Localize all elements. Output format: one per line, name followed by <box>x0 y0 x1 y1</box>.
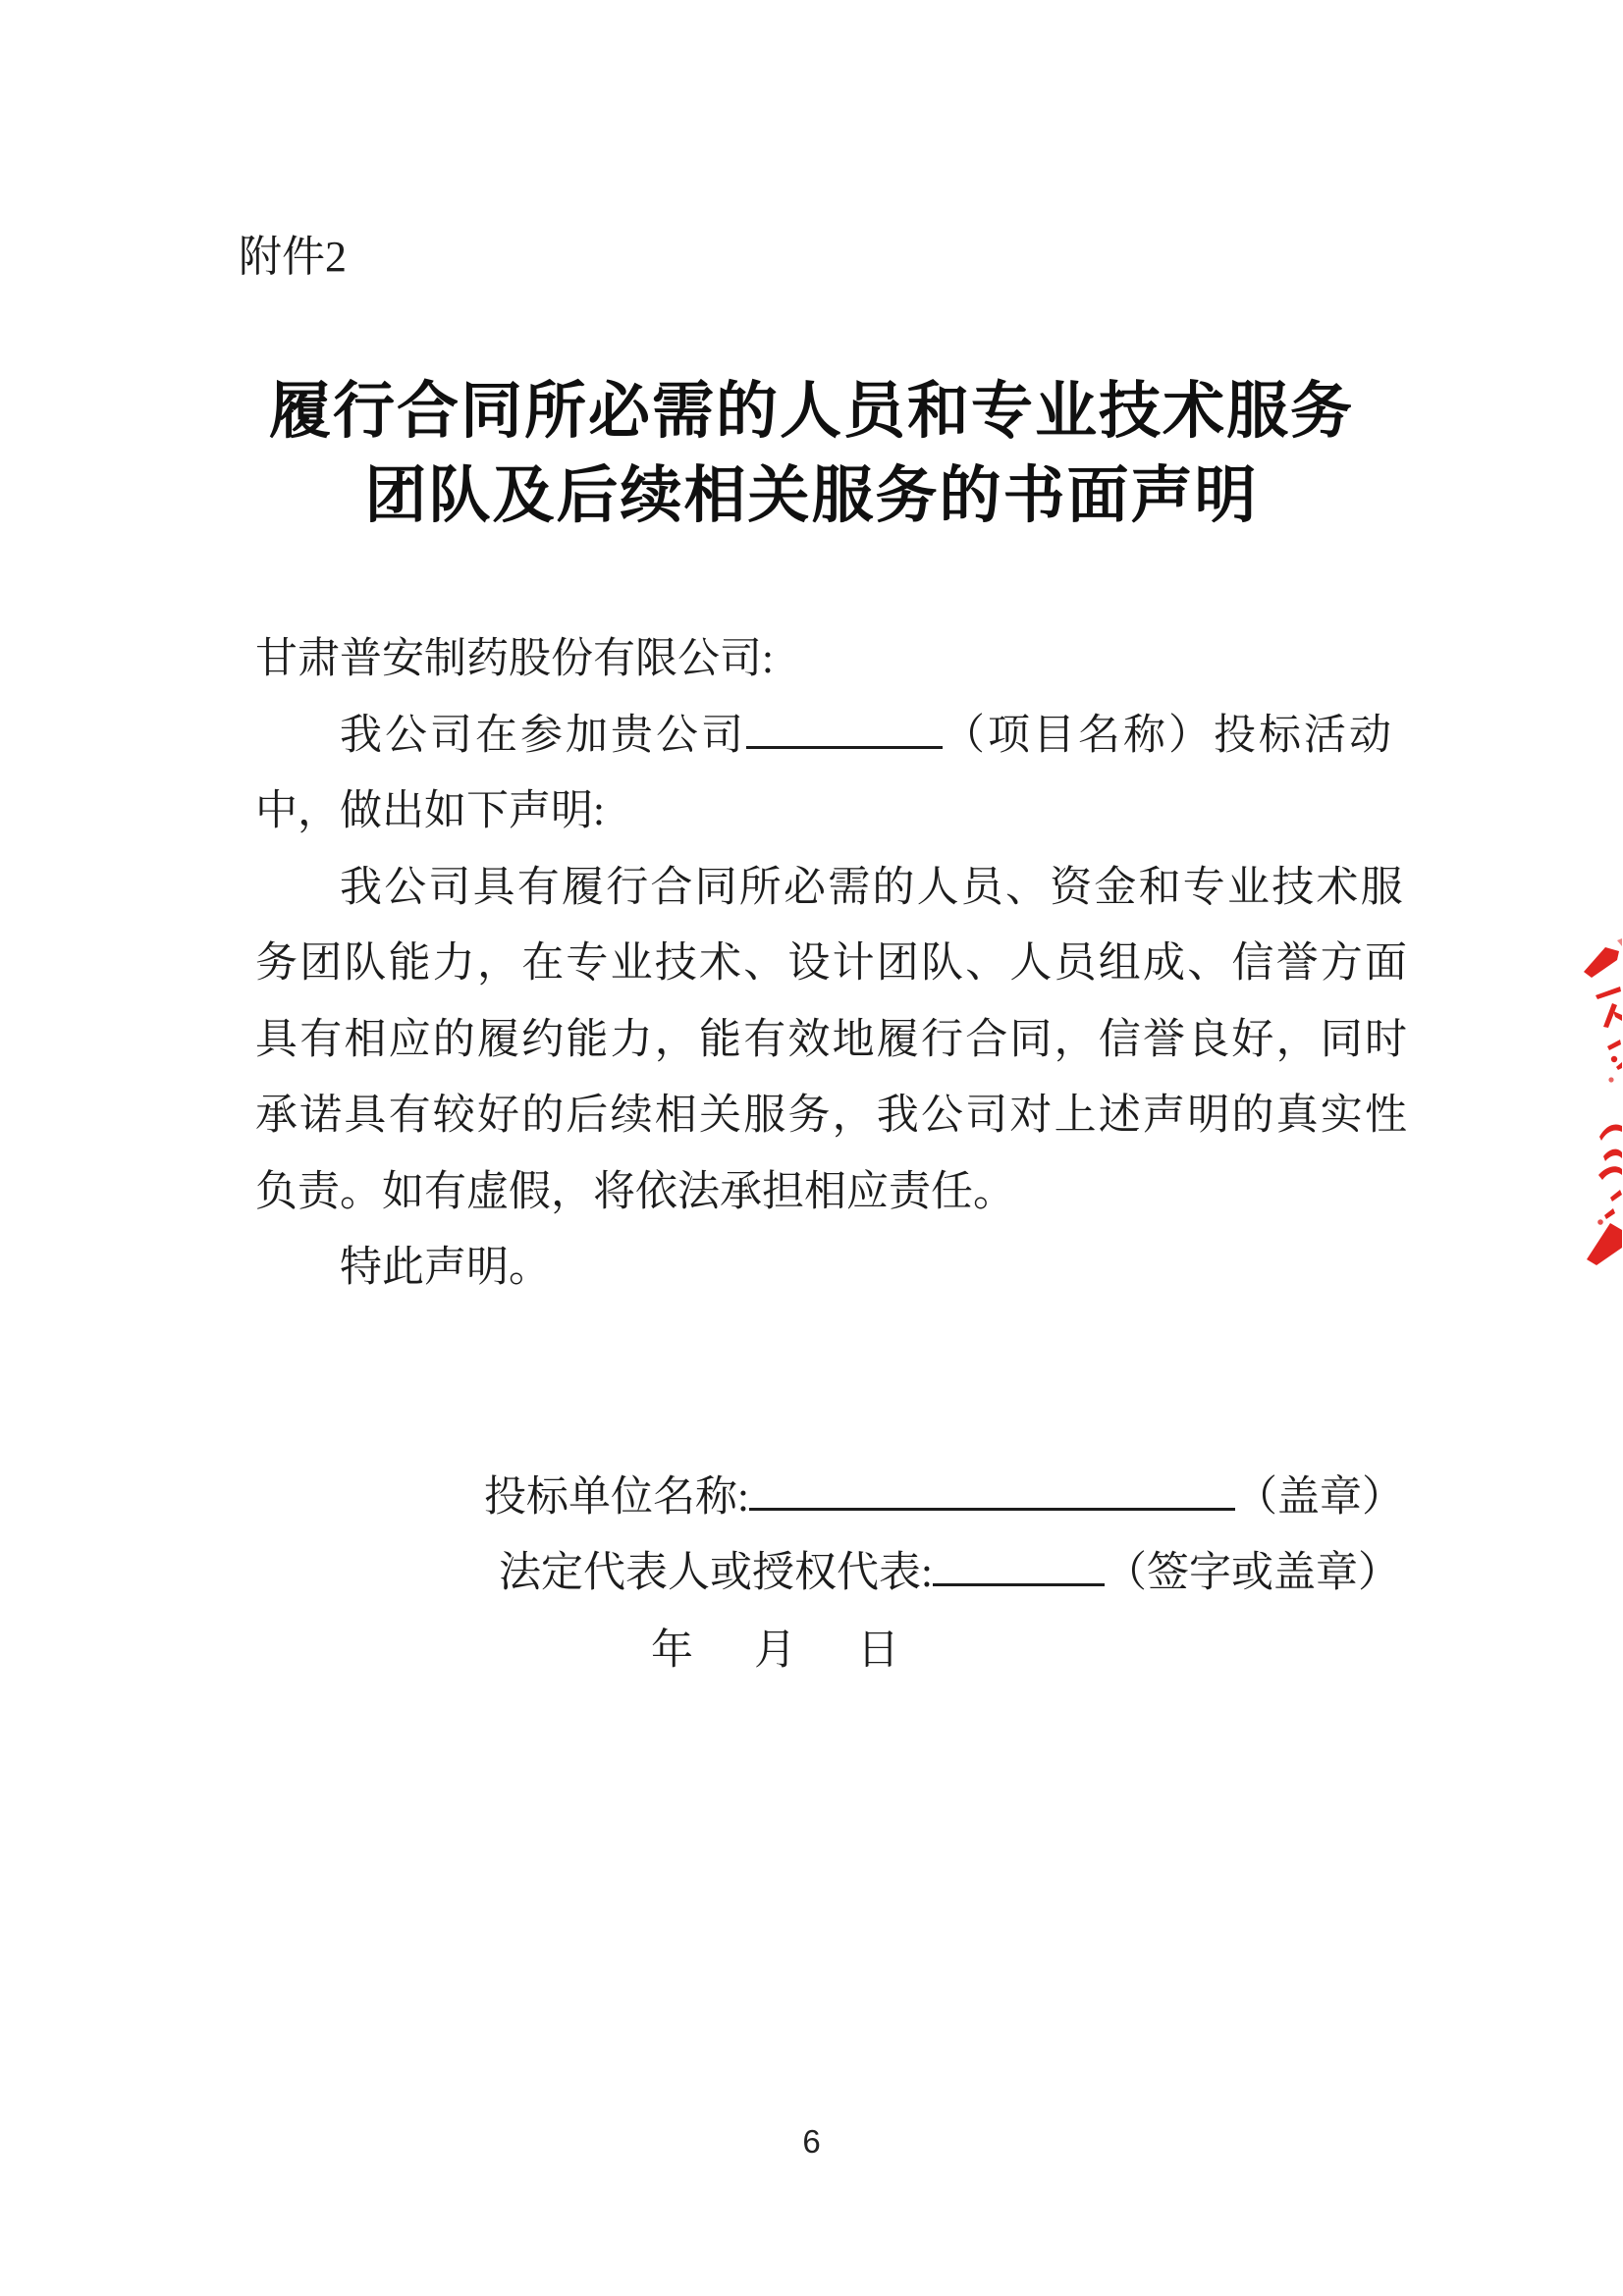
closing-statement: 特此声明。 <box>340 1245 551 1291</box>
signature-date-line <box>0 1622 1623 1681</box>
signature-org-stamp-note: （盖章） <box>1234 1473 1404 1521</box>
document-title-line1: 履行合同所必需的人员和专业技术服务 <box>269 377 1354 446</box>
date-day-label: 日 <box>857 1628 899 1674</box>
paragraph2-line5: 负责。如有虚假，将依法承担相应责任。 <box>255 1168 1015 1215</box>
document-title-line2: 团队及后续相关服务的书面声明 <box>364 461 1259 530</box>
signature-org-line <box>484 1468 1404 1527</box>
signature-rep-sign-note: （签字或盖章） <box>1104 1549 1400 1596</box>
red-seal-fragment-icon <box>1578 933 1623 1266</box>
project-name-blank <box>746 706 943 749</box>
paragraph2-line4: 承诺具有较好的后续相关服务，我公司对上述声明的真实性 <box>255 1093 1410 1139</box>
paragraph2-line2: 务团队能力，在专业技术、设计团队、人员组成、信誉方面 <box>255 940 1410 987</box>
page-number: 6 <box>802 2123 821 2160</box>
signature-org-label: 投标单位名称: <box>484 1473 749 1521</box>
date-month-label: 月 <box>754 1628 796 1674</box>
signature-rep-line <box>499 1543 1400 1603</box>
signature-rep-label: 法定代表人或授权代表: <box>499 1549 933 1596</box>
salutation-line: 甘肃普安制药股份有限公司: <box>255 636 774 682</box>
attachment-label: 附件2 <box>239 233 347 281</box>
paragraph2-line1: 我公司具有履行合同所必需的人员、资金和专业技术服 <box>340 864 1405 911</box>
signature-rep-blank <box>933 1543 1105 1586</box>
document-title <box>118 369 1505 538</box>
paragraph1-line1-suffix: （项目名称）投标活动 <box>943 712 1394 759</box>
date-year-label: 年 <box>651 1628 693 1674</box>
paragraph1-line1 <box>255 698 1412 774</box>
signature-org-blank <box>749 1468 1235 1511</box>
body-text <box>255 621 1412 1307</box>
paragraph1-line2: 中，做出如下声明: <box>255 788 605 834</box>
paragraph1-line1-prefix: 我公司在参加贵公司 <box>340 712 746 759</box>
paragraph2-line3: 具有相应的履约能力，能有效地履行合同，信誉良好，同时 <box>255 1016 1410 1063</box>
